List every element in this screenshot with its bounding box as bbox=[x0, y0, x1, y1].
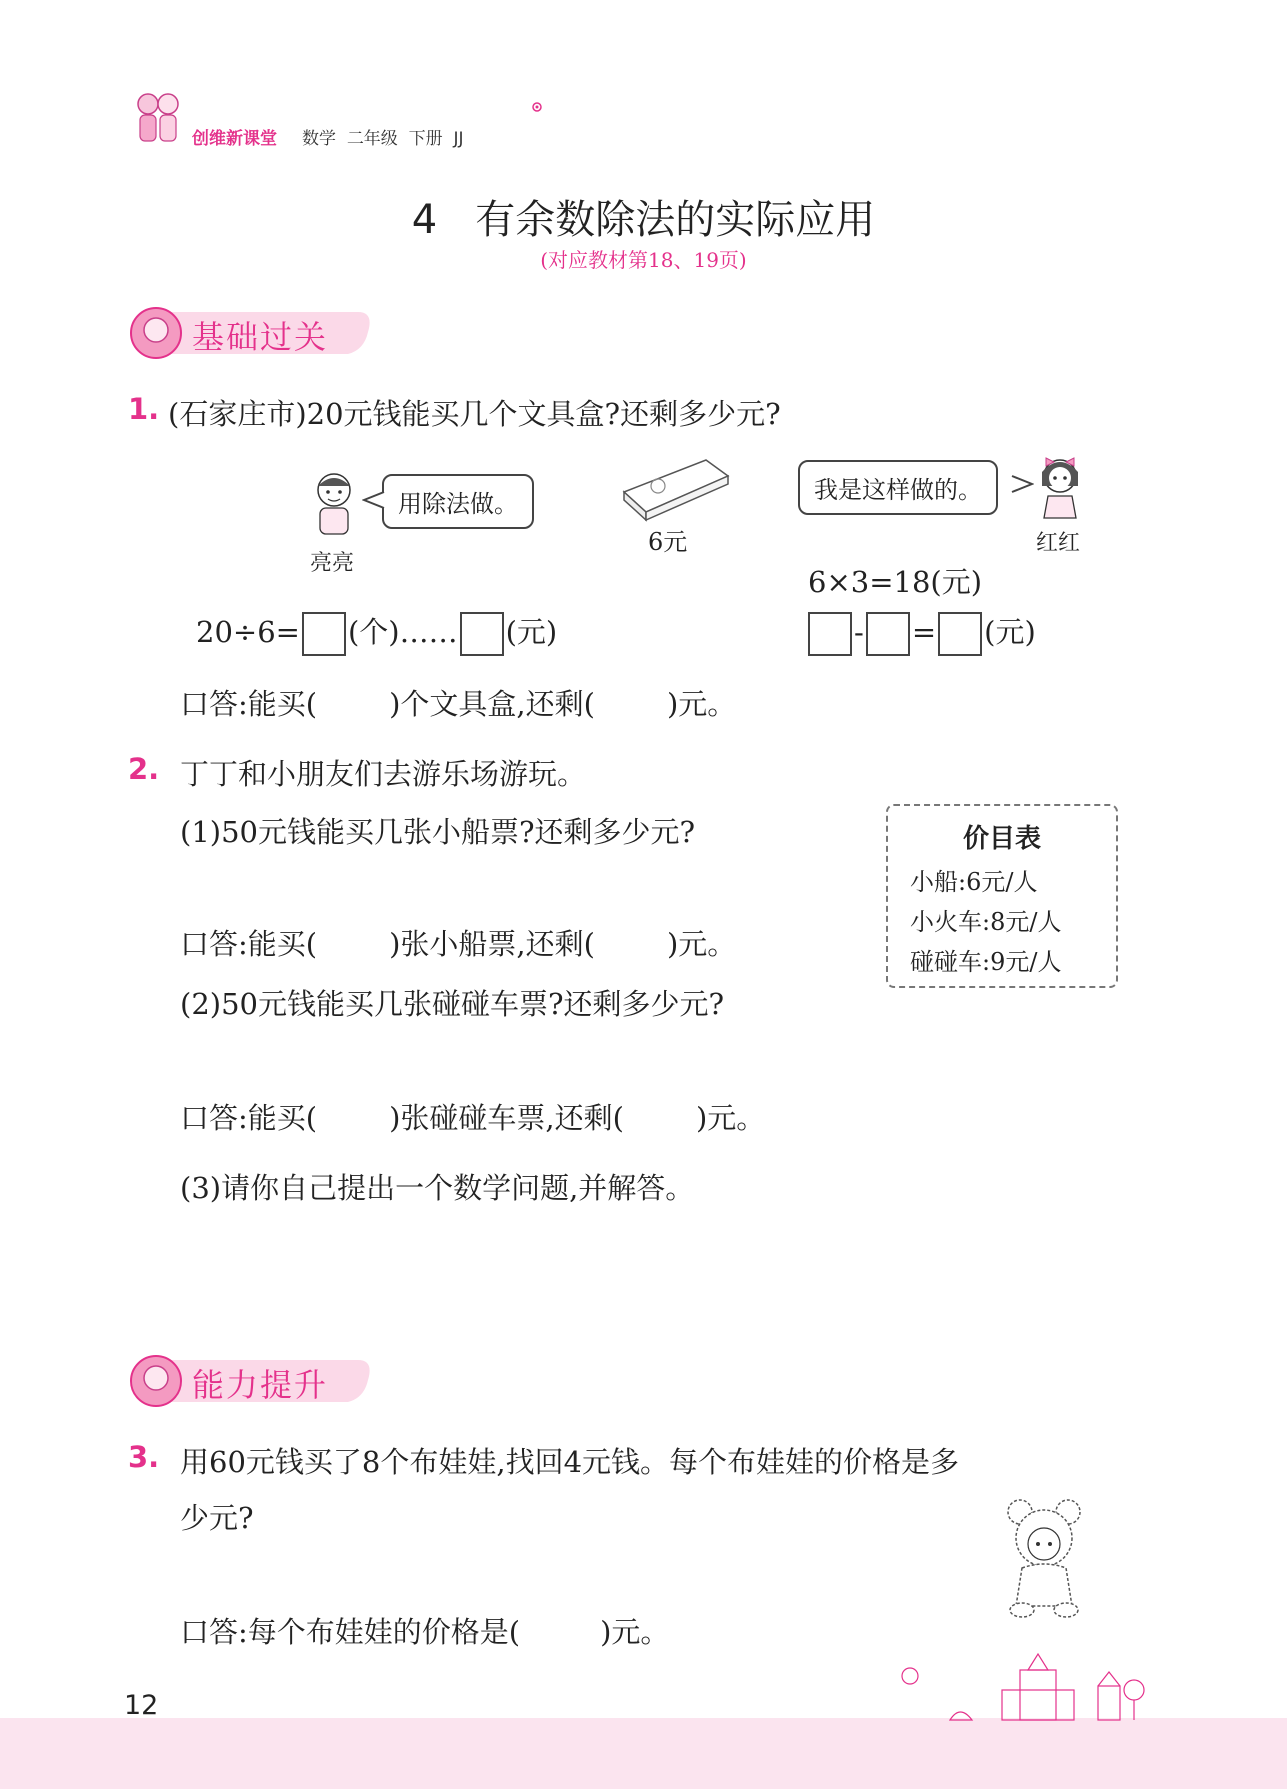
q3-answer-a: 口答:每个布娃娃的价格是( bbox=[180, 1615, 521, 1649]
doll-illustration bbox=[996, 1494, 1092, 1620]
bubble-tail-left bbox=[362, 490, 386, 510]
question-text-1: (石家庄市)20元钱能买几个文具盒?还剩多少元? bbox=[168, 397, 781, 431]
header-subject-text: 数学 bbox=[302, 129, 336, 149]
eq2-unit: (元) bbox=[984, 615, 1036, 649]
q2p2-answer-a: 口答:能买( bbox=[180, 1101, 318, 1135]
eq1-left: 20÷6= bbox=[196, 615, 300, 649]
bottom-band bbox=[0, 1718, 1287, 1789]
q1-answer-line bbox=[180, 682, 736, 723]
section-badge-advanced bbox=[128, 1354, 378, 1406]
eq1-unit1: (个)…… bbox=[347, 615, 458, 649]
price-table bbox=[886, 804, 1118, 988]
girl-calc: 6×3=18(元) bbox=[808, 565, 983, 599]
question-number-2: 2. bbox=[128, 752, 160, 786]
title-number: 4 bbox=[411, 197, 438, 243]
price-row-boat: 小船:6元/人 bbox=[910, 868, 1038, 896]
eq2-minus: - bbox=[854, 615, 864, 649]
q2-part1-answer bbox=[180, 922, 736, 963]
q1-answer-c: )元。 bbox=[666, 687, 737, 721]
eq2-box-b[interactable] bbox=[866, 612, 910, 656]
eq1-unit2: (元) bbox=[505, 615, 558, 649]
eq2-box-a[interactable] bbox=[808, 612, 852, 656]
boy-illustration bbox=[306, 470, 362, 540]
header-kids-icon bbox=[128, 88, 188, 148]
price-row-train: 小火车:8元/人 bbox=[910, 908, 1062, 936]
equation-2 bbox=[806, 610, 1036, 656]
q2-part2-answer bbox=[180, 1096, 765, 1137]
bubble-tail-right bbox=[1010, 474, 1034, 494]
question-text-3-line1: 用60元钱买了8个布娃娃,找回4元钱。每个布娃娃的价格是多 bbox=[180, 1445, 960, 1479]
page-number: 12 bbox=[124, 1690, 159, 1721]
eq1-quotient-box[interactable] bbox=[302, 612, 346, 656]
q2p1-answer-b: )张小船票,还剩( bbox=[389, 927, 595, 961]
header-volume: 下册 bbox=[408, 129, 443, 149]
question-text-3-line2: 少元? bbox=[180, 1501, 254, 1535]
eq2-box-c[interactable] bbox=[938, 612, 982, 656]
flower-icon bbox=[528, 98, 546, 116]
header-subject bbox=[302, 124, 463, 149]
question-text-2: 丁丁和小朋友们去游乐场游玩。 bbox=[180, 757, 587, 791]
q1-answer-a: 口答:能买( bbox=[180, 687, 318, 721]
page-subtitle: (对应教材第18、19页) bbox=[540, 248, 747, 272]
q1-answer-b: )个文具盒,还剩( bbox=[389, 687, 595, 721]
question-number-1: 1. bbox=[128, 392, 160, 426]
q2p1-answer-a: 口答:能买( bbox=[180, 927, 318, 961]
price-row-bumper: 碰碰车:9元/人 bbox=[910, 948, 1062, 976]
header-brand: 创维新课堂 bbox=[192, 129, 277, 149]
title-text: 有余数除法的实际应用 bbox=[475, 197, 876, 243]
question-number-3: 3. bbox=[128, 1440, 160, 1474]
q2-part1: (1)50元钱能买几张小船票?还剩多少元? bbox=[180, 815, 696, 849]
castle-decoration-icon bbox=[880, 1650, 1160, 1722]
section-label-basic: 基础过关 bbox=[192, 318, 329, 356]
q2p2-answer-c: )元。 bbox=[695, 1101, 766, 1135]
girl-illustration bbox=[1032, 452, 1088, 522]
girl-name: 红红 bbox=[1036, 531, 1081, 556]
q2p2-answer-b: )张碰碰车票,还剩( bbox=[389, 1101, 624, 1135]
q2-part3: (3)请你自己提出一个数学问题,并解答。 bbox=[180, 1171, 695, 1205]
boy-speech-bubble: 用除法做。 bbox=[382, 474, 534, 529]
header-grade: 二年级 bbox=[346, 129, 398, 149]
equation-1 bbox=[196, 610, 557, 656]
price-table-title: 价目表 bbox=[962, 824, 1041, 854]
girl-speech-bubble: 我是这样做的。 bbox=[798, 460, 998, 515]
q2-part2: (2)50元钱能买几张碰碰车票?还剩多少元? bbox=[180, 987, 725, 1021]
section-label-advanced: 能力提升 bbox=[192, 1366, 329, 1404]
q3-answer bbox=[180, 1610, 669, 1651]
item-price-label: 6元 bbox=[648, 528, 688, 556]
pencil-case-illustration bbox=[616, 452, 736, 522]
header-edition: JJ bbox=[453, 129, 464, 149]
boy-name: 亮亮 bbox=[310, 551, 355, 576]
section-badge-basic bbox=[128, 306, 378, 358]
q2p1-answer-c: )元。 bbox=[666, 927, 737, 961]
eq2-equals: = bbox=[911, 615, 937, 649]
q3-answer-b: )元。 bbox=[600, 1615, 670, 1649]
eq1-remainder-box[interactable] bbox=[460, 612, 504, 656]
page-title bbox=[0, 188, 1287, 245]
